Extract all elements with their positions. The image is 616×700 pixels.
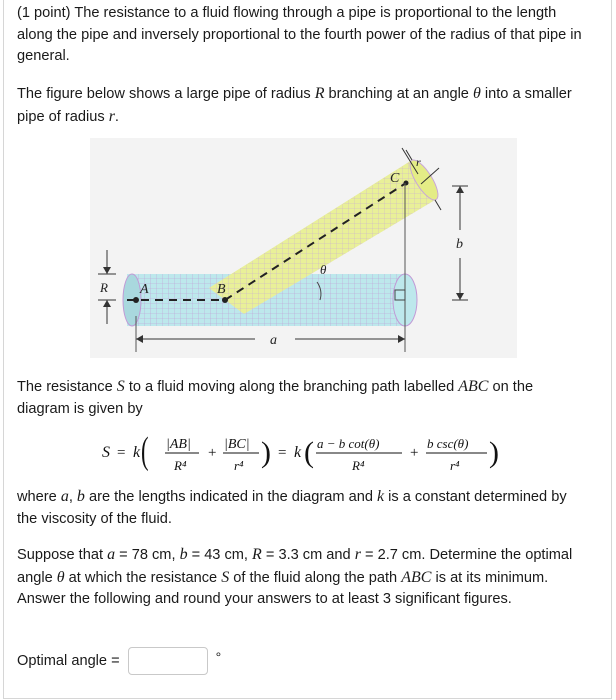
label-B: B — [217, 282, 226, 297]
optimal-angle-input[interactable] — [128, 647, 208, 675]
svg-text:r⁴: r⁴ — [450, 458, 460, 473]
svg-text:=: = — [278, 445, 287, 461]
points-label: (1 point) — [17, 5, 71, 21]
point-B — [222, 297, 228, 303]
svg-text:b csc(θ): b csc(θ) — [427, 436, 469, 451]
svg-text:|AB|: |AB| — [166, 437, 191, 452]
problem-intro — [17, 3, 587, 68]
svg-text:=: = — [117, 445, 126, 461]
svg-text:R⁴: R⁴ — [352, 458, 365, 473]
resistance-description: The resistance S to a fluid moving along the branching path labelled ABC on the diagram is given by — [17, 378, 534, 417]
answer-row — [17, 645, 221, 677]
svg-text:|BC|: |BC| — [224, 437, 250, 452]
label-b: b — [456, 237, 463, 252]
intro-text: The resistance to a fluid flowing through a pipe is proportional to the length along the pipe and inversely proportional to the fourth power of the radius of that pipe in general. — [17, 5, 582, 64]
svg-text:+: + — [208, 445, 217, 461]
svg-text:S: S — [102, 444, 110, 461]
svg-text:R⁴: R⁴ — [174, 458, 187, 473]
svg-text:+: + — [410, 445, 419, 461]
label-C: C — [390, 171, 400, 186]
degree-symbol: ° — [215, 649, 222, 665]
svg-text:(: ( — [304, 436, 314, 469]
problem-statement: Suppose that a = 78 cm, b = 43 cm, R = 3.3 cm and r = 2.7 cm. Determine the optimal angle θ at which the resistance S of the fluid along the path ABC is at its minimum. Answer the following and round your answers to at least 3 significant figures. — [17, 546, 573, 607]
svg-text:(: ( — [141, 429, 149, 472]
label-a: a — [270, 333, 277, 348]
resistance-formula — [100, 428, 530, 480]
answer-label: Optimal angle = — [17, 653, 120, 669]
svg-text:k: k — [133, 444, 141, 461]
pipe-diagram — [90, 138, 517, 358]
label-R: R — [100, 280, 108, 295]
svg-text:k: k — [294, 444, 302, 461]
svg-text:): ) — [261, 436, 271, 469]
label-r: r — [416, 155, 421, 169]
where-description: where a, b are the lengths indicated in the diagram and k is a constant determined by the viscosity of the fluid. — [17, 488, 567, 527]
figure-description: The figure below shows a large pipe of radius R branching at an angle θ into a smaller pipe of radius r. — [17, 85, 572, 125]
svg-text:a − b cot(θ): a − b cot(θ) — [317, 436, 380, 451]
label-A: A — [140, 282, 149, 297]
svg-text:): ) — [489, 436, 499, 469]
point-A — [133, 297, 139, 303]
label-theta: θ — [320, 262, 327, 277]
point-C — [404, 181, 409, 186]
svg-text:r⁴: r⁴ — [234, 458, 244, 473]
